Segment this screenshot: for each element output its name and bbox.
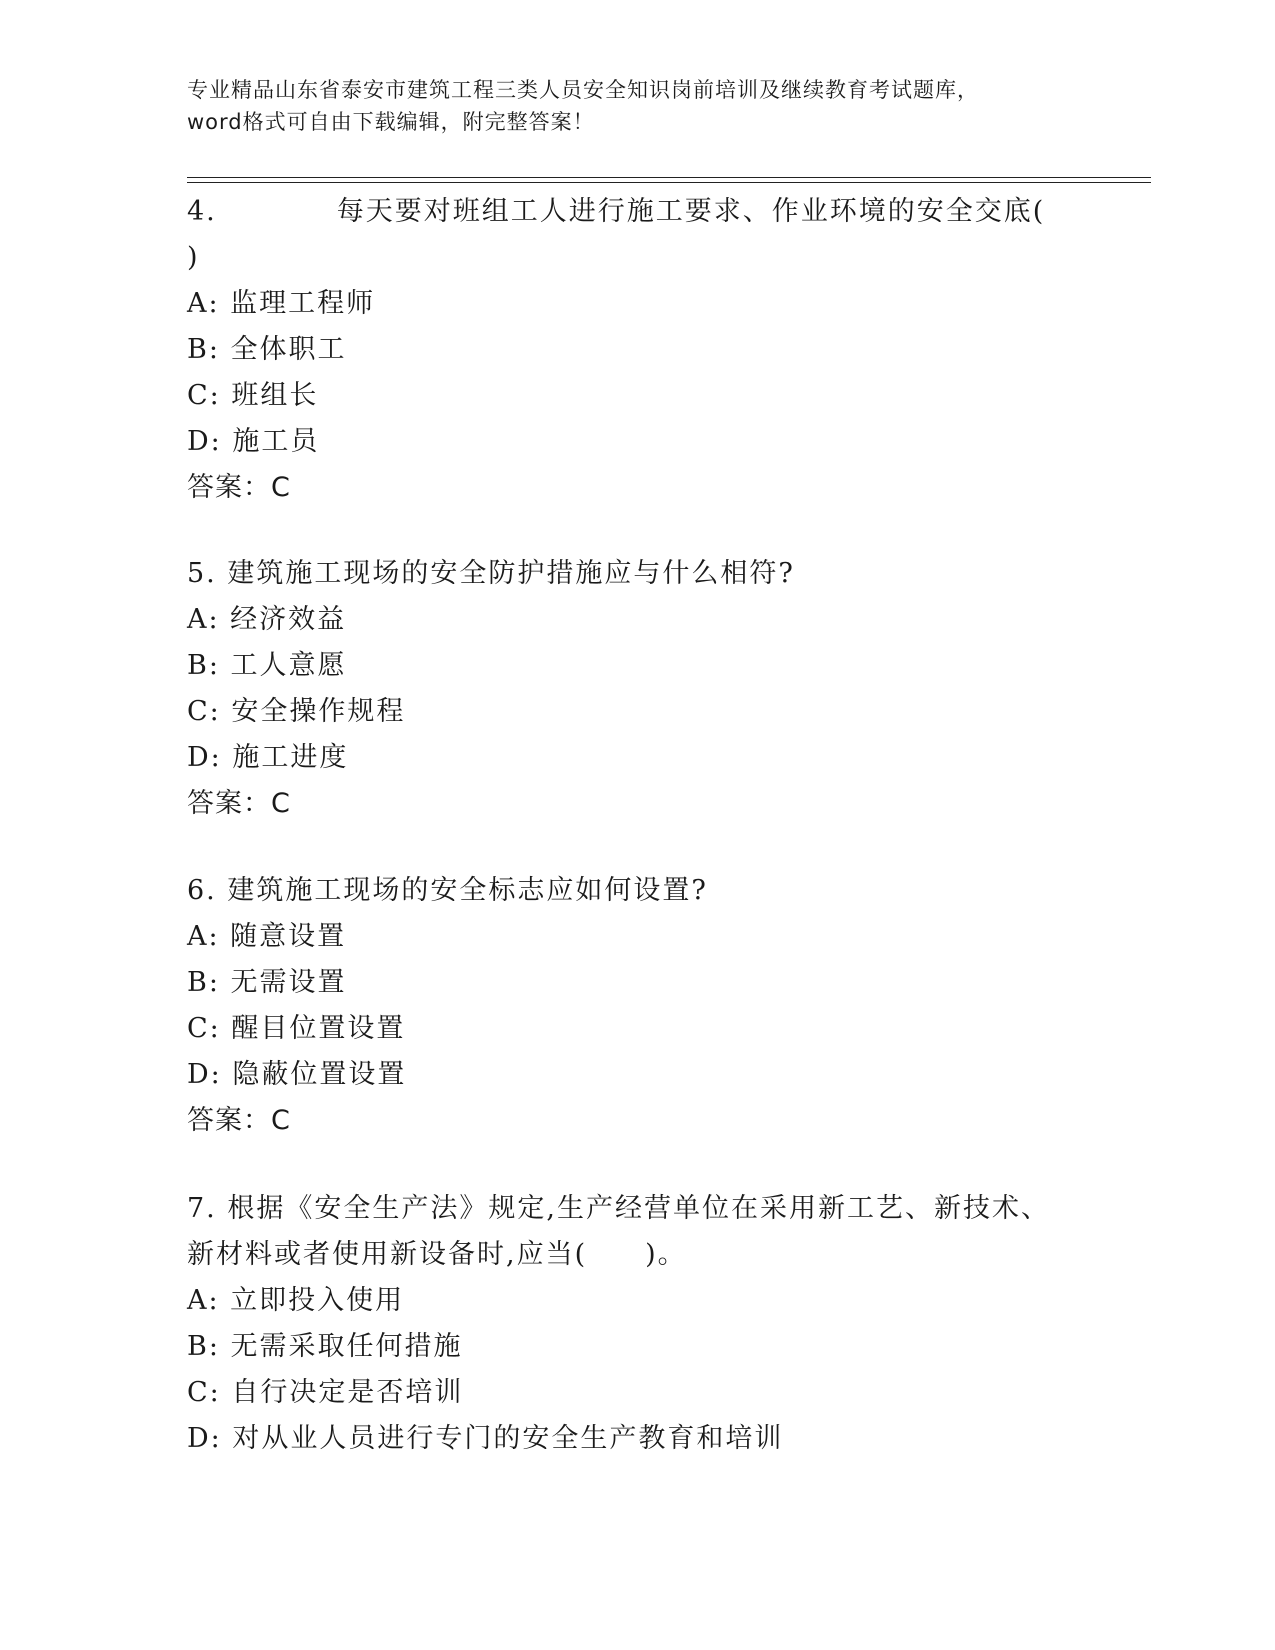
header-line-1: 专业精品山东省泰安市建筑工程三类人员安全知识岗前培训及继续教育考试题库，	[187, 78, 979, 102]
question-6	[187, 868, 708, 1144]
question-5-answer: 答案：C	[187, 788, 291, 819]
question-7-number: 7.	[187, 1193, 217, 1224]
question-6-option-a: A: 随意设置	[187, 921, 347, 952]
question-5-option-a: A: 经济效益	[187, 604, 347, 635]
question-4-stem-text: 每天要对班组工人进行施工要求、作业环境的安全交底(	[336, 196, 1046, 227]
question-4-number: 4.	[187, 196, 217, 227]
question-6-option-d: D: 隐蔽位置设置	[187, 1059, 407, 1090]
question-6-option-b: B: 无需设置	[187, 967, 347, 998]
question-7	[187, 1186, 1050, 1462]
question-5-option-b: B: 工人意愿	[187, 650, 347, 681]
question-5-stem	[187, 551, 795, 597]
header-rule-top	[187, 177, 1151, 178]
question-5-stem-text: 建筑施工现场的安全防护措施应与什么相符?	[227, 558, 795, 589]
question-7-option-d: D: 对从业人员进行专门的安全生产教育和培训	[187, 1423, 784, 1454]
question-7-stem-text: 根据《安全生产法》规定,生产经营单位在采用新工艺、新技术、	[227, 1193, 1050, 1224]
question-5-number: 5.	[187, 558, 217, 589]
question-4-option-a: A: 监理工程师	[187, 288, 376, 319]
question-4-option-c: C: 班组长	[187, 380, 319, 411]
document-header	[187, 74, 1087, 138]
question-7-stem-continued: 新材料或者使用新设备时,应当( )。	[187, 1239, 687, 1270]
question-5-option-d: D: 施工进度	[187, 742, 349, 773]
question-5-option-c: C: 安全操作规程	[187, 696, 406, 727]
question-7-option-c: C: 自行决定是否培训	[187, 1377, 464, 1408]
question-6-number: 6.	[187, 875, 217, 906]
question-7-stem	[187, 1186, 1050, 1232]
question-6-stem	[187, 868, 708, 914]
question-7-option-a: A: 立即投入使用	[187, 1285, 405, 1316]
question-7-option-b: B: 无需采取任何措施	[187, 1331, 463, 1362]
question-4-option-d: D: 施工员	[187, 426, 320, 457]
question-6-answer: 答案：C	[187, 1105, 291, 1136]
question-4	[187, 189, 1045, 511]
header-line-2: word格式可自由下载编辑，附完整答案！	[187, 110, 595, 134]
question-5	[187, 551, 795, 827]
question-6-option-c: C: 醒目位置设置	[187, 1013, 406, 1044]
question-4-option-b: B: 全体职工	[187, 334, 347, 365]
question-4-stem-continued: )	[187, 242, 200, 273]
header-rule-bottom	[187, 182, 1151, 183]
question-4-stem	[187, 189, 1045, 235]
question-6-stem-text: 建筑施工现场的安全标志应如何设置?	[227, 875, 708, 906]
question-4-answer: 答案：C	[187, 472, 291, 503]
